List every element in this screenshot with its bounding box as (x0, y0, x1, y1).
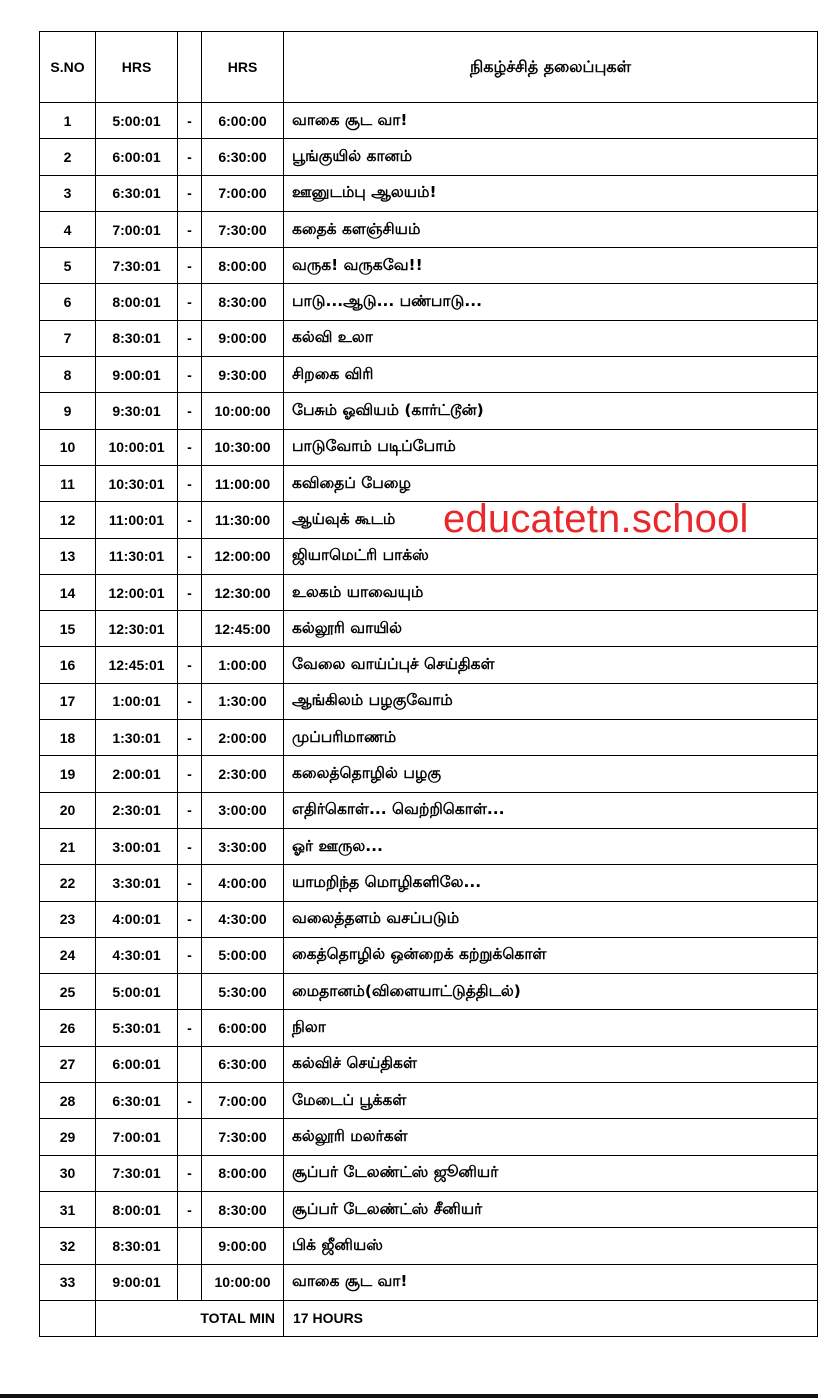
row-sno: 12 (40, 502, 96, 538)
row-separator: - (178, 320, 202, 356)
row-end-time: 7:00:00 (202, 1083, 284, 1119)
row-end-time: 12:00:00 (202, 538, 284, 574)
table-row (40, 865, 818, 901)
row-sno: 28 (40, 1083, 96, 1119)
table-row (40, 393, 818, 429)
row-start-time: 8:30:01 (96, 320, 178, 356)
row-separator: - (178, 465, 202, 501)
row-sno: 25 (40, 974, 96, 1010)
row-end-time: 6:00:00 (202, 103, 284, 139)
row-end-time: 4:00:00 (202, 865, 284, 901)
bottom-divider (0, 1394, 818, 1398)
row-end-time: 7:30:00 (202, 1119, 284, 1155)
row-program-title: கவிதைப் பேழை (284, 465, 818, 501)
row-program-title: வாகை சூட வா! (284, 1264, 818, 1300)
row-program-title: ஊனுடம்பு ஆலயம்! (284, 175, 818, 211)
table-row (40, 756, 818, 792)
row-separator: - (178, 139, 202, 175)
row-program-title: சூப்பர் டேலண்ட்ஸ் சீனியர் (284, 1191, 818, 1227)
row-start-time: 9:00:01 (96, 357, 178, 393)
row-start-time: 4:00:01 (96, 901, 178, 937)
row-sno: 17 (40, 683, 96, 719)
row-start-time: 10:00:01 (96, 429, 178, 465)
table-row (40, 1191, 818, 1227)
row-start-time: 2:30:01 (96, 792, 178, 828)
table-row (40, 937, 818, 973)
row-separator: - (178, 828, 202, 864)
header-start-hrs: HRS (96, 32, 178, 103)
row-separator: - (178, 720, 202, 756)
row-end-time: 5:30:00 (202, 974, 284, 1010)
row-end-time: 7:00:00 (202, 175, 284, 211)
row-start-time: 7:00:01 (96, 211, 178, 247)
row-program-title: மைதானம்(விளையாட்டுத்திடல்) (284, 974, 818, 1010)
row-start-time: 12:30:01 (96, 611, 178, 647)
row-sno: 10 (40, 429, 96, 465)
row-program-title: பிக் ஜீனியஸ் (284, 1228, 818, 1264)
row-start-time: 7:00:01 (96, 1119, 178, 1155)
row-start-time: 11:30:01 (96, 538, 178, 574)
row-separator: - (178, 1010, 202, 1046)
row-start-time: 10:30:01 (96, 465, 178, 501)
row-program-title: கதைக் களஞ்சியம் (284, 211, 818, 247)
table-body (40, 103, 818, 1301)
row-program-title: பூங்குயில் கானம் (284, 139, 818, 175)
row-separator (178, 1228, 202, 1264)
row-start-time: 11:00:01 (96, 502, 178, 538)
table-row (40, 357, 818, 393)
table-row (40, 175, 818, 211)
row-separator: - (178, 1083, 202, 1119)
row-separator: - (178, 792, 202, 828)
row-separator: - (178, 248, 202, 284)
row-program-title: உலகம் யாவையும் (284, 574, 818, 610)
table-row (40, 1155, 818, 1191)
row-separator: - (178, 538, 202, 574)
row-separator: - (178, 393, 202, 429)
table-row (40, 828, 818, 864)
row-end-time: 11:00:00 (202, 465, 284, 501)
row-program-title: வலைத்தளம் வசப்படும் (284, 901, 818, 937)
row-start-time: 5:30:01 (96, 1010, 178, 1046)
table-row (40, 647, 818, 683)
header-end-hrs: HRS (202, 32, 284, 103)
row-program-title: ஓர் ஊருல... (284, 828, 818, 864)
row-sno: 8 (40, 357, 96, 393)
row-sno: 32 (40, 1228, 96, 1264)
row-end-time: 8:30:00 (202, 1191, 284, 1227)
row-separator: - (178, 865, 202, 901)
row-end-time: 4:30:00 (202, 901, 284, 937)
row-end-time: 9:30:00 (202, 357, 284, 393)
row-start-time: 6:00:01 (96, 139, 178, 175)
row-separator: - (178, 103, 202, 139)
row-start-time: 3:30:01 (96, 865, 178, 901)
header-row (40, 32, 818, 103)
row-program-title: சூப்பர் டேலண்ட்ஸ் ஜூனியர் (284, 1155, 818, 1191)
row-start-time: 7:30:01 (96, 248, 178, 284)
row-program-title: கைத்தொழில் ஒன்றைக் கற்றுக்கொள் (284, 937, 818, 973)
table-row (40, 720, 818, 756)
table-row (40, 1010, 818, 1046)
watermark-text: educatetn.school (443, 497, 749, 541)
table-row (40, 1264, 818, 1300)
row-end-time: 8:00:00 (202, 248, 284, 284)
row-sno: 26 (40, 1010, 96, 1046)
row-program-title: முப்பரிமாணம் (284, 720, 818, 756)
total-value: 17 HOURS (284, 1300, 818, 1336)
row-program-title: கல்லூரி மலர்கள் (284, 1119, 818, 1155)
row-end-time: 6:30:00 (202, 139, 284, 175)
row-sno: 29 (40, 1119, 96, 1155)
row-end-time: 7:30:00 (202, 211, 284, 247)
table-row (40, 248, 818, 284)
table-row (40, 792, 818, 828)
row-end-time: 10:00:00 (202, 1264, 284, 1300)
row-sno: 27 (40, 1046, 96, 1082)
row-end-time: 10:30:00 (202, 429, 284, 465)
table-row (40, 974, 818, 1010)
row-program-title: பாடு...ஆடு... பண்பாடு... (284, 284, 818, 320)
row-start-time: 6:00:01 (96, 1046, 178, 1082)
row-program-title: கல்விச் செய்திகள் (284, 1046, 818, 1082)
row-end-time: 12:45:00 (202, 611, 284, 647)
table-row (40, 574, 818, 610)
row-separator (178, 611, 202, 647)
row-sno: 23 (40, 901, 96, 937)
row-program-title: கலைத்தொழில் பழகு (284, 756, 818, 792)
row-start-time: 8:30:01 (96, 1228, 178, 1264)
row-end-time: 2:00:00 (202, 720, 284, 756)
row-program-title: சிறகை விரி (284, 357, 818, 393)
row-start-time: 5:00:01 (96, 974, 178, 1010)
row-sno: 22 (40, 865, 96, 901)
table-row (40, 1119, 818, 1155)
row-start-time: 8:00:01 (96, 284, 178, 320)
row-separator: - (178, 284, 202, 320)
row-end-time: 9:00:00 (202, 320, 284, 356)
row-sno: 33 (40, 1264, 96, 1300)
row-sno: 18 (40, 720, 96, 756)
table-row (40, 320, 818, 356)
row-end-time: 3:30:00 (202, 828, 284, 864)
row-program-title: பாடுவோம் படிப்போம் (284, 429, 818, 465)
row-start-time: 1:30:01 (96, 720, 178, 756)
row-separator: - (178, 647, 202, 683)
row-program-title: கல்லூரி வாயில் (284, 611, 818, 647)
row-sno: 16 (40, 647, 96, 683)
row-separator (178, 1119, 202, 1155)
row-start-time: 4:30:01 (96, 937, 178, 973)
row-program-title: ஆய்வுக் கூடம் (284, 502, 818, 538)
row-separator: - (178, 756, 202, 792)
row-start-time: 9:00:01 (96, 1264, 178, 1300)
row-end-time: 9:00:00 (202, 1228, 284, 1264)
row-sno: 2 (40, 139, 96, 175)
row-program-title: கல்வி உலா (284, 320, 818, 356)
row-separator: - (178, 175, 202, 211)
row-sno: 4 (40, 211, 96, 247)
row-end-time: 3:00:00 (202, 792, 284, 828)
row-separator: - (178, 574, 202, 610)
row-separator: - (178, 937, 202, 973)
row-separator: - (178, 1191, 202, 1227)
row-sno: 5 (40, 248, 96, 284)
row-program-title: மேடைப் பூக்கள் (284, 1083, 818, 1119)
row-program-title: யாமறிந்த மொழிகளிலே... (284, 865, 818, 901)
header-program-titles: நிகழ்ச்சித் தலைப்புகள் (284, 32, 818, 103)
row-separator: - (178, 211, 202, 247)
total-label: TOTAL MIN (96, 1300, 284, 1336)
row-separator (178, 1264, 202, 1300)
row-end-time: 6:00:00 (202, 1010, 284, 1046)
row-sno: 7 (40, 320, 96, 356)
row-start-time: 5:00:01 (96, 103, 178, 139)
total-row (40, 1300, 818, 1336)
row-separator (178, 974, 202, 1010)
row-start-time: 9:30:01 (96, 393, 178, 429)
row-sno: 11 (40, 465, 96, 501)
table-footer (40, 1300, 818, 1336)
row-separator: - (178, 357, 202, 393)
row-program-title: வேலை வாய்ப்புச் செய்திகள் (284, 647, 818, 683)
table-row (40, 103, 818, 139)
table-row (40, 683, 818, 719)
row-sno: 24 (40, 937, 96, 973)
table-row (40, 1228, 818, 1264)
row-sno: 31 (40, 1191, 96, 1227)
header-separator (178, 32, 202, 103)
table-row (40, 139, 818, 175)
row-separator: - (178, 1155, 202, 1191)
row-separator (178, 1046, 202, 1082)
schedule-table (39, 31, 818, 1337)
row-program-title: பேசும் ஓவியம் (கார்ட்டூன்) (284, 393, 818, 429)
row-program-title: ஆங்கிலம் பழகுவோம் (284, 683, 818, 719)
row-end-time: 12:30:00 (202, 574, 284, 610)
row-separator: - (178, 502, 202, 538)
row-end-time: 2:30:00 (202, 756, 284, 792)
row-start-time: 6:30:01 (96, 1083, 178, 1119)
row-separator: - (178, 901, 202, 937)
row-start-time: 1:00:01 (96, 683, 178, 719)
row-end-time: 10:00:00 (202, 393, 284, 429)
row-start-time: 6:30:01 (96, 175, 178, 211)
row-sno: 1 (40, 103, 96, 139)
row-start-time: 12:00:01 (96, 574, 178, 610)
row-separator: - (178, 683, 202, 719)
table-row (40, 429, 818, 465)
row-sno: 15 (40, 611, 96, 647)
table-row (40, 1046, 818, 1082)
row-start-time: 2:00:01 (96, 756, 178, 792)
row-sno: 19 (40, 756, 96, 792)
row-end-time: 1:30:00 (202, 683, 284, 719)
table-row (40, 211, 818, 247)
row-sno: 6 (40, 284, 96, 320)
table-row (40, 611, 818, 647)
row-end-time: 5:00:00 (202, 937, 284, 973)
row-sno: 13 (40, 538, 96, 574)
table-row (40, 284, 818, 320)
row-sno: 20 (40, 792, 96, 828)
row-end-time: 6:30:00 (202, 1046, 284, 1082)
total-empty-cell (40, 1300, 96, 1336)
row-program-title: வாகை சூட வா! (284, 103, 818, 139)
row-end-time: 8:30:00 (202, 284, 284, 320)
table-row (40, 1083, 818, 1119)
row-start-time: 3:00:01 (96, 828, 178, 864)
header-sno: S.NO (40, 32, 96, 103)
row-program-title: வருக! வருகவே!! (284, 248, 818, 284)
row-sno: 21 (40, 828, 96, 864)
row-end-time: 1:00:00 (202, 647, 284, 683)
row-start-time: 8:00:01 (96, 1191, 178, 1227)
row-separator: - (178, 429, 202, 465)
row-program-title: எதிர்கொள்... வெற்றிகொள்... (284, 792, 818, 828)
row-end-time: 8:00:00 (202, 1155, 284, 1191)
table-header (40, 32, 818, 103)
row-program-title: ஜியாமெட்ரி பாக்ஸ் (284, 538, 818, 574)
table-row (40, 901, 818, 937)
row-end-time: 11:30:00 (202, 502, 284, 538)
row-sno: 9 (40, 393, 96, 429)
row-sno: 30 (40, 1155, 96, 1191)
row-program-title: நிலா (284, 1010, 818, 1046)
row-sno: 14 (40, 574, 96, 610)
row-sno: 3 (40, 175, 96, 211)
row-start-time: 7:30:01 (96, 1155, 178, 1191)
row-start-time: 12:45:01 (96, 647, 178, 683)
